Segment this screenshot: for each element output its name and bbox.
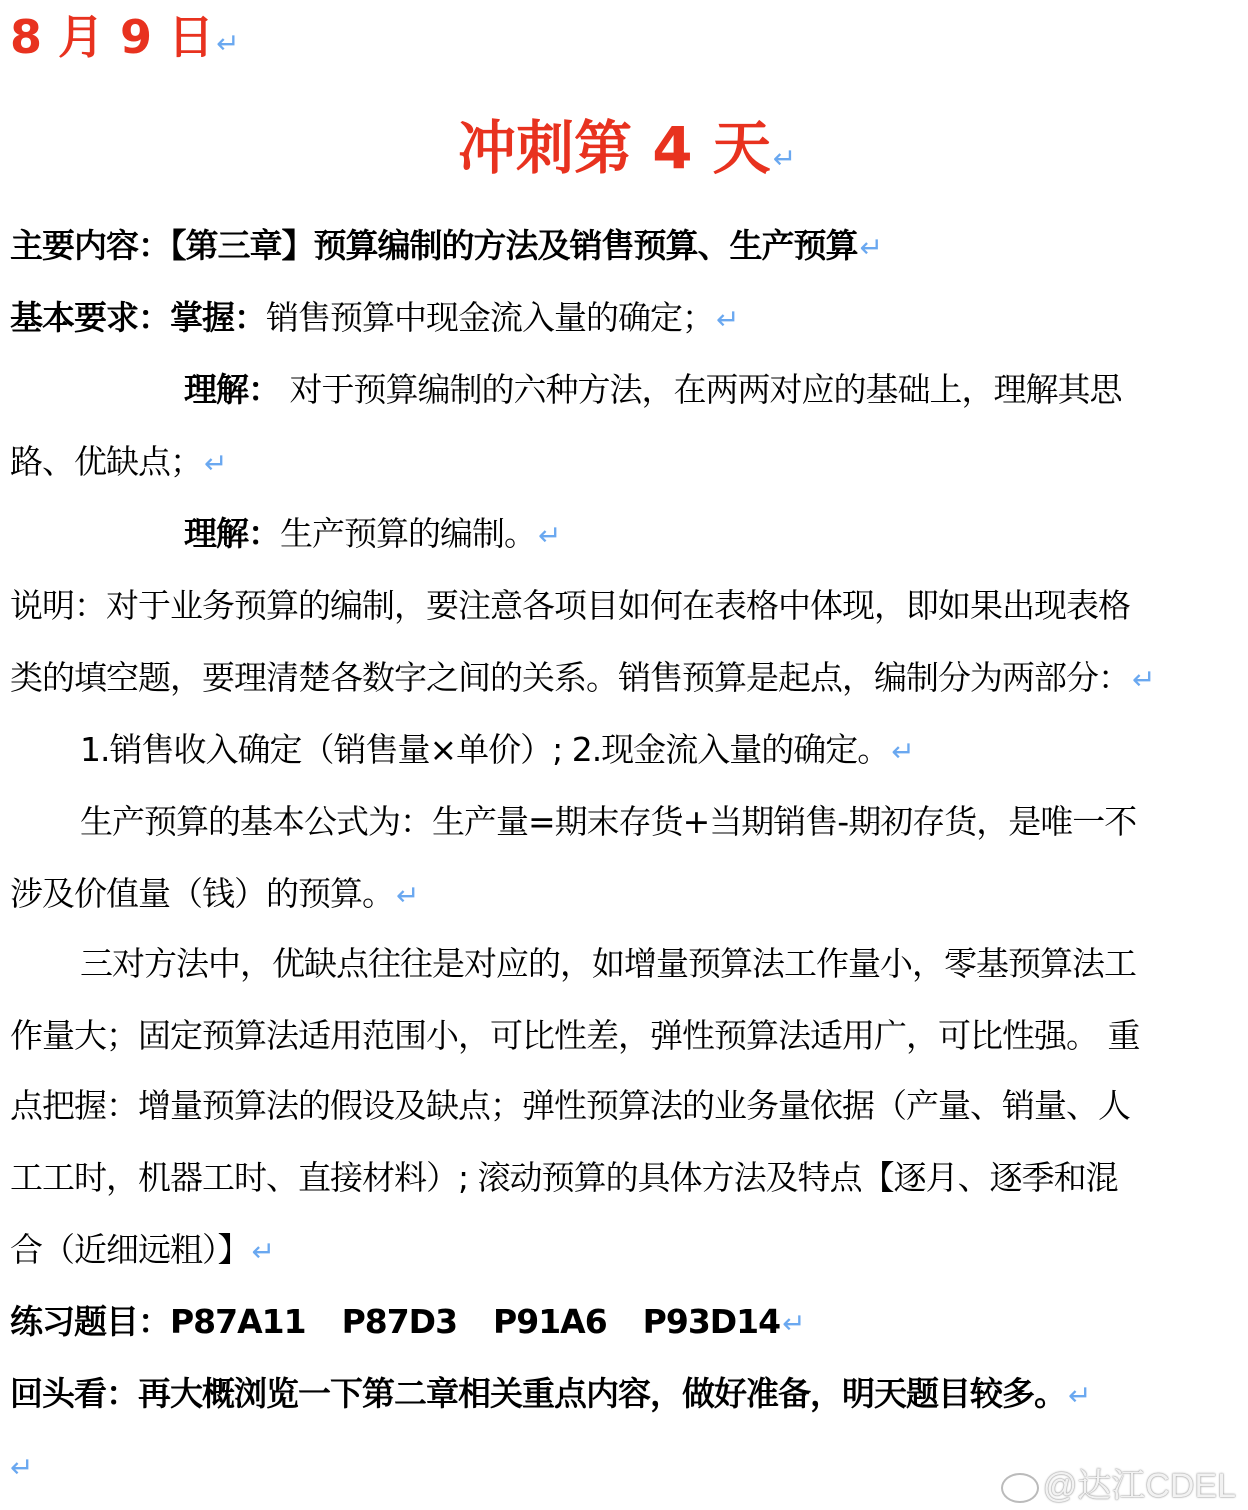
understand1-text: 对于预算编制的六种方法，在两两对应的基础上，理解其思	[280, 370, 1122, 409]
formula-text: 涉及价值量（钱）的预算。	[10, 874, 394, 913]
requirement-master-line	[10, 298, 738, 340]
requirement-understand1-line1	[184, 370, 1122, 410]
master-label: 掌握：	[170, 298, 266, 337]
review-text: 再大概浏览一下第二章相关重点内容，做好准备，明天题目较多。	[138, 1374, 1066, 1413]
comparison-line-1	[80, 944, 1136, 984]
paragraph-mark-icon: ↵	[204, 447, 227, 480]
understand2-text: 生产预算的编制。	[280, 514, 536, 553]
empty-paragraph	[10, 1446, 32, 1488]
understand1-text-cont: 路、优缺点；	[10, 442, 202, 481]
paragraph-mark-icon: ↵	[859, 231, 882, 264]
review-label: 回头看：	[10, 1374, 138, 1413]
main-content-text: 【第三章】预算编制的方法及销售预算、生产预算	[170, 226, 858, 265]
main-content-label: 主要内容：	[10, 226, 170, 265]
comparison-text: 工工时，机器工时、直接材料）; 滚动预算的具体方法及特点【逐月、逐季和混	[10, 1158, 1118, 1197]
comparison-line-2	[10, 1016, 1140, 1056]
paragraph-mark-icon: ↵	[10, 1451, 33, 1484]
explanation-text: 类的填空题，要理清楚各数字之间的关系。销售预算是起点，编制分为两部分：	[10, 658, 1130, 697]
watermark-text: @达江CDEL	[1042, 1467, 1236, 1505]
paragraph-mark-icon: ↵	[538, 519, 561, 552]
explanation-text: 说明：对于业务预算的编制，要注意各项目如何在表格中体现，即如果出现表格	[10, 586, 1130, 625]
exercise-item: P87A11	[170, 1302, 306, 1341]
formula-text: 生产预算的基本公式为：生产量=期末存货+当期销售-期初存货，是唯一不	[80, 802, 1137, 841]
comparison-line-4	[10, 1158, 1118, 1198]
requirement-understand1-line2	[10, 442, 226, 484]
basic-requirements-label: 基本要求：	[10, 298, 170, 337]
comparison-line-3	[10, 1086, 1130, 1126]
comparison-text: 点把握：增量预算法的假设及缺点；弹性预算法的业务量依据（产量、销量、人	[10, 1086, 1130, 1125]
comparison-text: 三对方法中，优缺点往往是对应的，如增量预算法工作量小，零基预算法工	[80, 944, 1136, 983]
date-text: 8 月 9 日	[10, 10, 215, 64]
explanation-line-2	[10, 658, 1154, 700]
title-text: 冲刺第 4 天	[458, 114, 771, 182]
explanation-line-1	[10, 586, 1130, 626]
page-title	[458, 114, 797, 189]
comparison-text: 合（近细远粗）】	[10, 1230, 250, 1269]
paragraph-mark-icon: ↵	[716, 303, 739, 336]
exercise-item: P91A6	[493, 1302, 607, 1341]
paragraph-mark-icon: ↵	[1068, 1379, 1091, 1412]
weibo-icon	[1001, 1473, 1039, 1503]
watermark	[1001, 1458, 1236, 1507]
master-text: 销售预算中现金流入量的确定；	[266, 298, 714, 337]
main-content-line	[10, 226, 882, 268]
paragraph-mark-icon: ↵	[782, 1307, 805, 1340]
comparison-line-5	[10, 1230, 274, 1272]
paragraph-mark-icon: ↵	[396, 879, 419, 912]
requirement-understand2-line	[184, 514, 560, 556]
understand-label: 理解：	[184, 370, 280, 409]
explanation-items-line	[80, 730, 914, 772]
paragraph-mark-icon: ↵	[1132, 663, 1155, 696]
exercises-line	[10, 1302, 805, 1344]
formula-line-1	[80, 802, 1136, 842]
understand-label: 理解：	[184, 514, 280, 553]
paragraph-mark-icon: ↵	[216, 27, 240, 60]
exercises-label: 练习题目：	[10, 1302, 170, 1341]
review-line	[10, 1374, 1090, 1416]
paragraph-mark-icon: ↵	[251, 1235, 274, 1268]
comparison-text: 作量大；固定预算法适用范围小，可比性差，弹性预算法适用广，可比性强。 重	[10, 1016, 1140, 1055]
formula-line-2	[10, 874, 418, 916]
paragraph-mark-icon: ↵	[891, 735, 914, 768]
date-heading	[10, 12, 240, 69]
paragraph-mark-icon: ↵	[772, 142, 797, 175]
exercise-item: P87D3	[341, 1302, 458, 1341]
explanation-items-text: 1.销售收入确定（销售量×单价）; 2.现金流入量的确定。	[80, 730, 890, 769]
exercise-item: P93D14	[642, 1302, 781, 1341]
